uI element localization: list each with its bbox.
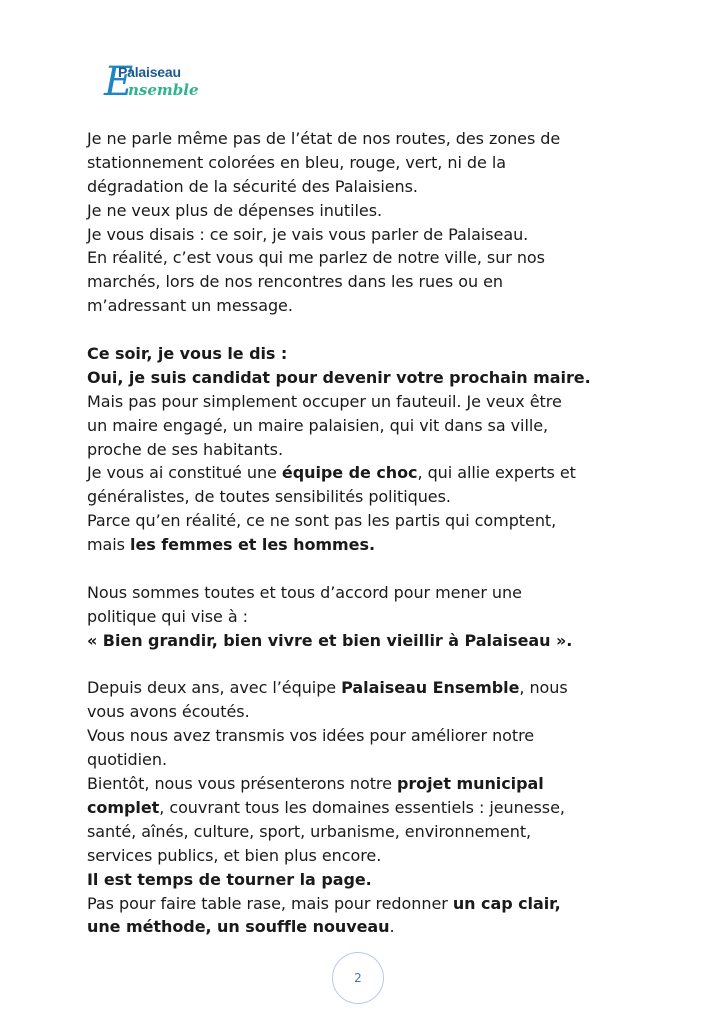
logo-top-text: Palaiseau: [118, 64, 181, 80]
text-line: [87, 509, 647, 533]
text-line: [87, 892, 647, 916]
logo-initial: E: [104, 59, 134, 105]
text-line: [87, 748, 647, 772]
bold-segment: un cap clair,: [452, 893, 561, 913]
bold-segment: « Bien grandir, bien vivre et bien vieillir à Palaiseau ».: [87, 630, 573, 650]
text-segment: Parce qu’en réalité, ce ne sont pas les partis qui comptent,: [87, 511, 557, 531]
bold-segment: les femmes et les hommes.: [130, 535, 375, 555]
text-segment: Je vous disais : ce soir, je vais vous parler de Palaiseau.: [87, 224, 529, 244]
text-segment: Je ne veux plus de dépenses inutiles.: [87, 200, 383, 220]
bold-segment: complet: [87, 797, 160, 817]
text-line: [87, 270, 647, 294]
text-segment: généralistes, de toutes sensibilités politiques.: [87, 487, 451, 507]
text-line: [87, 700, 647, 724]
text-segment: , nous: [519, 678, 568, 698]
text-line: [87, 246, 647, 270]
bold-segment: Il est temps de tourner la page.: [87, 869, 372, 889]
text-line: [87, 772, 647, 796]
text-line: [87, 199, 647, 223]
text-segment: Je vous ai constitué une: [87, 463, 282, 483]
text-line: [87, 223, 647, 247]
bold-segment: Ce soir, je vous le dis :: [87, 344, 288, 364]
text-segment: Nous sommes toutes et tous d’accord pour mener une: [87, 582, 522, 602]
text-segment: Bientôt, nous vous présenterons notre: [87, 774, 397, 794]
text-segment: En réalité, c’est vous qui me parlez de notre ville, sur nos: [87, 248, 545, 268]
text-line: [87, 724, 647, 748]
text-segment: Je ne parle même pas de l’état de nos routes, des zones de: [87, 129, 561, 148]
logo: [104, 60, 204, 108]
text-segment: .: [389, 917, 395, 937]
text-line: [87, 485, 647, 509]
text-segment: Vous nous avez transmis vos idées pour améliorer notre: [87, 726, 535, 746]
text-line: [87, 438, 647, 462]
bold-segment: Oui, je suis candidat pour devenir votre prochain maire.: [87, 367, 591, 387]
text-line: [87, 127, 647, 151]
blank-line: [87, 557, 647, 581]
text-segment: , couvrant tous les domaines essentiels : jeunesse,: [159, 797, 565, 817]
text-segment: vous avons écoutés.: [87, 702, 250, 722]
text-segment: un maire engagé, un maire palaisien, qui vit dans sa ville,: [87, 415, 549, 435]
logo-bottom-text: nsemble: [128, 81, 199, 99]
text-line: [87, 676, 647, 700]
bold-segment: Palaiseau Ensemble: [341, 678, 520, 698]
text-line: [87, 820, 647, 844]
text-line: [87, 629, 647, 653]
text-segment: proche de ses habitants.: [87, 439, 283, 459]
text-segment: marchés, lors de nos rencontres dans les rues ou en: [87, 272, 503, 292]
text-line: [87, 533, 647, 557]
text-line: [87, 461, 647, 485]
text-line: [87, 796, 647, 820]
text-segment: stationnement colorées en bleu, rouge, vert, ni de la: [87, 152, 506, 172]
text-line: [87, 414, 647, 438]
text-line: [87, 175, 647, 199]
text-line: [87, 605, 647, 629]
text-segment: m’adressant un message.: [87, 296, 293, 316]
blank-line: [87, 653, 647, 677]
text-line: [87, 915, 647, 939]
bold-segment: équipe de choc: [281, 463, 418, 483]
text-segment: mais: [87, 535, 131, 555]
text-segment: dégradation de la sécurité des Palaisiens.: [87, 176, 418, 196]
blank-line: [87, 318, 647, 342]
page-number: 2: [332, 952, 384, 1004]
text-segment: Pas pour faire table rase, mais pour redonner: [87, 893, 453, 913]
text-segment: services publics, et bien plus encore.: [87, 845, 382, 865]
text-line: [87, 390, 647, 414]
text-segment: santé, aînés, culture, sport, urbanisme, environnement,: [87, 821, 532, 841]
text-segment: politique qui vise à :: [87, 606, 248, 626]
text-line: [87, 151, 647, 175]
bold-segment: projet municipal: [396, 774, 544, 794]
text-line: [87, 366, 647, 390]
text-line: [87, 868, 647, 892]
text-segment: Mais pas pour simplement occuper un fauteuil. Je veux être: [87, 391, 562, 411]
speech-body: [87, 127, 647, 939]
text-line: [87, 294, 647, 318]
bold-segment: une méthode, un souffle nouveau: [87, 917, 390, 937]
text-line: [87, 844, 647, 868]
text-line: [87, 342, 647, 366]
text-line: [87, 581, 647, 605]
text-segment: quotidien.: [87, 750, 167, 770]
text-segment: , qui allie experts et: [417, 463, 576, 483]
text-segment: Depuis deux ans, avec l’équipe: [87, 678, 342, 698]
